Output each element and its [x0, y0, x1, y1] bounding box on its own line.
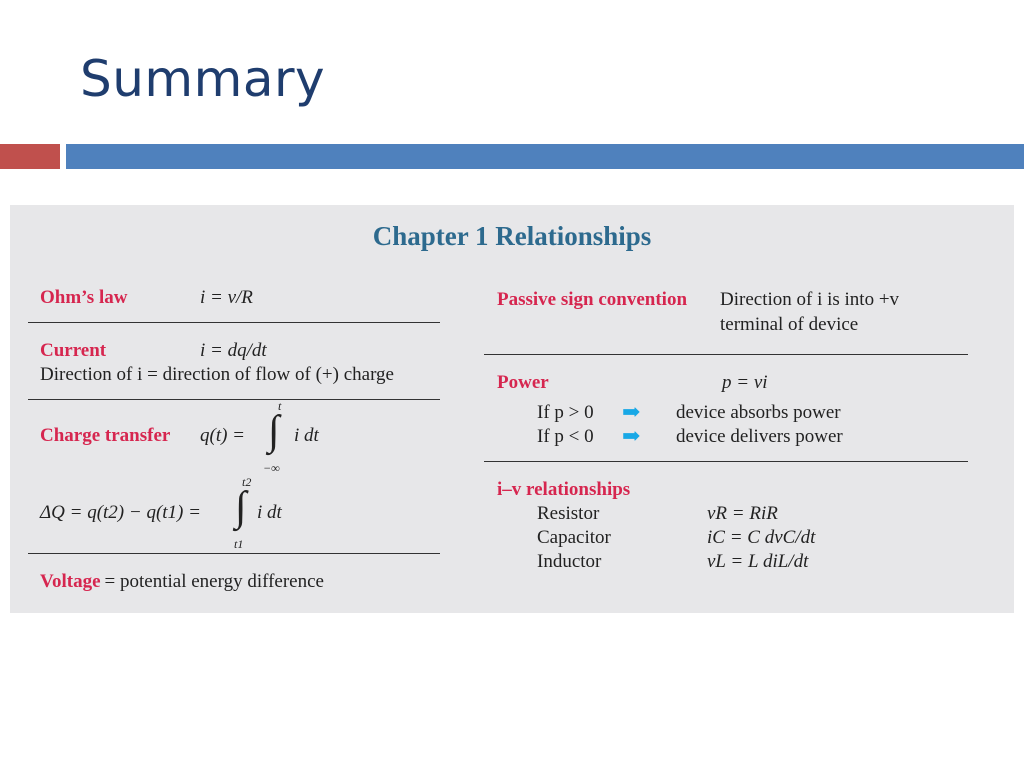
- iv-relationships-label: i–v relationships: [497, 479, 631, 500]
- delta-integral-integrand: i dt: [257, 502, 282, 523]
- ohms-law-label: Ohm’s law: [40, 287, 128, 308]
- passive-sign-label: Passive sign convention: [497, 289, 688, 310]
- iv-row-name: Inductor: [537, 551, 602, 572]
- delta-integral-lower-limit: t1: [234, 537, 244, 551]
- divider: [484, 461, 968, 462]
- iv-row-formula: vR = RiR: [707, 503, 778, 524]
- integral-sign: ∫: [268, 408, 280, 454]
- right-arrow-icon: ➡: [622, 399, 641, 424]
- power-formula: p = vi: [722, 372, 768, 393]
- current-formula: i = dq/dt: [200, 340, 267, 361]
- divider: [28, 399, 440, 400]
- power-label: Power: [497, 372, 549, 393]
- delta-integral-upper-limit: t2: [242, 475, 252, 489]
- charge-transfer-lhs: q(t) =: [200, 425, 246, 446]
- accent-bar-red: [0, 144, 60, 169]
- delta-integral-sign: ∫: [235, 484, 247, 530]
- iv-row-formula: vL = L diL/dt: [707, 551, 809, 572]
- iv-row-name: Capacitor: [537, 527, 611, 548]
- accent-bar-blue: [66, 144, 1024, 169]
- voltage-row: [40, 571, 324, 593]
- power-case1: If p > 0: [537, 402, 594, 423]
- voltage-text: = potential energy difference: [104, 571, 324, 592]
- power-case2: If p < 0: [537, 426, 594, 447]
- integral-upper-limit: t: [278, 399, 282, 413]
- slide-title: Summary: [80, 50, 326, 108]
- divider: [28, 322, 440, 323]
- power-case2-result: device delivers power: [676, 426, 843, 447]
- right-arrow-icon: ➡: [622, 423, 641, 448]
- power-case1-result: device absorbs power: [676, 402, 841, 423]
- voltage-label: Voltage: [40, 571, 101, 592]
- integral-integrand: i dt: [294, 425, 319, 446]
- iv-row-formula: iC = C dvC/dt: [707, 527, 816, 548]
- panel-title: Chapter 1 Relationships: [372, 221, 652, 251]
- iv-row-name: Resistor: [537, 503, 600, 524]
- relationships-panel: [10, 205, 1014, 613]
- divider: [28, 553, 440, 554]
- passive-sign-line1: Direction of i is into +v: [720, 289, 900, 310]
- delta-q-lhs: ΔQ = q(t2) − q(t1) =: [40, 502, 201, 523]
- divider: [484, 354, 968, 355]
- integral-lower-limit: −∞: [263, 461, 280, 475]
- ohms-law-formula: i = v/R: [200, 287, 253, 308]
- charge-transfer-label: Charge transfer: [40, 425, 171, 446]
- passive-sign-line2: terminal of device: [720, 314, 859, 335]
- current-note: Direction of i = direction of flow of (+) charge: [40, 364, 394, 385]
- current-label: Current: [40, 340, 107, 361]
